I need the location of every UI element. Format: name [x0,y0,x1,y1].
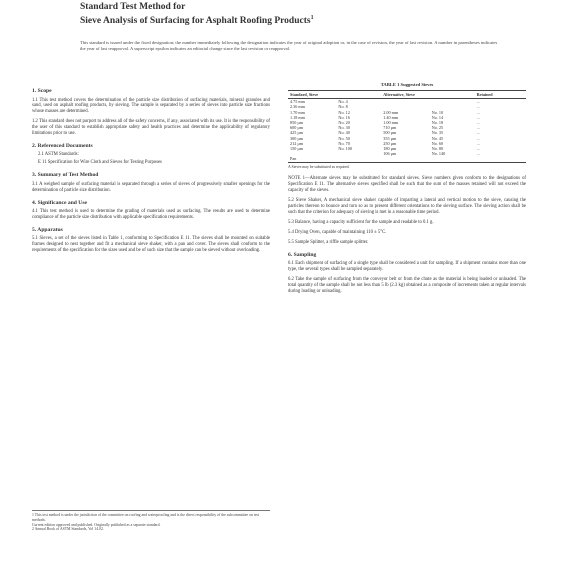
paragraph: 5.4 Drying Oven, capable of maintaining 110 ± 5°C. [288,229,387,235]
paragraph: 6.2 Take the sample of surfacing from the conveyor belt or from the chute as the material is being loaded or unloaded. The total quantity of the sample shall be not less than 5 lb (2.3 kg) obtained as a composite of increments taken at regular intervals during loading or unloading. [288,276,526,294]
sieve-table [288,90,526,163]
table-header-row [288,90,526,98]
right-column [288,82,526,299]
paragraph: 5.3 Balance, having a capacity sufficient for the sample and readable to 0.1 g. [288,219,434,225]
table-cell: 1.40 mm [383,114,399,120]
table-cell: No. 100 [338,145,352,151]
table-cell: No. 10 [431,109,444,115]
paragraph: 3.1 A weighed sample of surfacing material is separated through a series of sieves of progressively smaller openings for the determination of particle size distribution. [32,181,270,193]
table-cell: 425 µm [290,130,303,136]
paragraph: 6.1 Each shipment of surfacing of a single type shall be considered a unit for sampling. If a shipment contains more than one type, the several types shall be sampled separately. [288,261,526,273]
paragraph: 5.5 Sample Splitter, a riffle sample splitter. [288,239,369,245]
table-cell: No. 25 [431,125,444,131]
table-cell: ... [476,135,480,141]
table-cell: ... [476,114,480,120]
table-cell: No. 50 [338,135,350,141]
table-cell: No. 18 [431,119,444,125]
table-header-cell: Standard, Sieve [288,90,381,98]
footnote: 1 This test method is under the jurisdiction of the committee on roofing and waterproofing and is the direct responsibility of the subcommittee on test methods. [32,513,260,522]
document-title [80,2,500,27]
title-footnote-mark: 1 [310,15,314,21]
table-footnote: A Sieves may be substituted as required. [288,164,350,169]
paragraph: 5.1 Sieves, a set of the sieves listed in Table 1, conforming to Specification E 11. The sieves shall be mounted on suitable frames designed to nest together and fit a mechanical sieve shaker, with a pan and cover. The sieves shall conform to the requirements of the specification for the sizes used and be of such size that the sample can be sieved without overloading. [32,236,270,254]
table-cell: 710 µm [383,125,397,131]
reference-item: E 11 Specification for Wire Cloth and Sieves for Testing Purposes [38,160,162,166]
table-cell: No. 80 [431,145,444,151]
table-cell: 212 µm [290,140,303,146]
table-cell: 180 µm [383,145,397,151]
table-cell: 300 µm [290,135,303,141]
table-cell: ... [476,151,480,157]
table-cell: No. 8 [338,104,348,110]
table-cell: No. 16 [338,114,350,120]
intro-note: This standard is issued under the fixed designation; the number immediately following the designation indicates the year of original adoption or, in the case of revision, the year of last revision. A number in parentheses indicates the year of last reapproval. A superscript epsilon indicates an editorial change since the last revision or reapproval. [80,40,498,51]
table-cell: 4.75 mm [290,99,305,105]
table-cell: ... [476,119,480,125]
table-row [288,156,526,162]
table-cell: ... [476,130,480,136]
table-cell: No. 14 [431,114,444,120]
paragraph: 4.1 This test method is used to determine the grading of materials used as surfacing. The results are used to determine compliance of the particle size distribution with applicable specification requirements. [32,209,270,220]
table-cell: Pan [288,156,336,162]
section-heading: 3. Summary of Test Method [32,172,99,179]
table-cell: ... [476,104,480,110]
table-cell: No. 40 [338,130,350,136]
paragraph: 1.2 This standard does not purport to address all of the safety concerns, if any, associated with its use. It is the responsibility of the user of this standard to establish appropriate safety and health practices and determine the applicability of regulatory limitations prior to use. [32,119,270,137]
table-header-cell: Alternative, Sieve [381,90,474,98]
table-cell: ... [476,125,480,131]
section-heading: 6. Sampling [288,251,317,258]
footnote: Current edition approved and published. Originally published as a separate standard. [32,522,161,527]
section-heading: 4. Significance and Use [32,199,88,206]
table-cell: No. 12 [338,109,350,115]
table-cell [336,156,381,162]
table-cell: ... [476,140,480,146]
table-cell: 1.70 mm [290,109,305,115]
table-cell [430,156,475,162]
section-heading: 1. Scope [32,88,52,94]
paragraph: 1.1 This test method covers the determination of the particle size distribution of surfacing materials, mineral granules and sand, used on asphalt roofing products, by sieving. The sample is separated by a series of sieves into particle size fractions whose masses are determined. [32,97,270,115]
table-cell: No. 35 [431,130,444,136]
reference-item: 2.1 ASTM Standards: [38,152,79,158]
table-cell: No. 140 [431,151,446,157]
paragraph: NOTE 1—Alternate sieves may be substituted for standard sieves. Sieve numbers given conform to the designations of Specification E 11. The alternative sieves specified shall be such that the sum of the masses retained will not exceed the capacity of the sieves. [288,176,526,194]
title-line-2 [80,13,500,27]
table-cell [475,156,526,162]
table-cell: ... [476,145,480,151]
table-cell: 355 µm [383,135,397,141]
table-header-cell: Retained [475,90,526,98]
table-cell: 1.18 mm [290,114,305,120]
table-cell: 150 µm [290,145,303,151]
table-cell: 250 µm [383,140,397,146]
table-cell: ... [476,109,480,115]
footnotes [32,510,270,532]
table-cell: No. 70 [338,140,350,146]
table-caption: TABLE 1 Suggested Sieves [380,82,434,87]
table-cell: 2.36 mm [290,104,305,110]
left-column [32,82,270,258]
table-cell [381,156,429,162]
table-cell: 500 µm [383,130,397,136]
title-line-2-text: Sieve Analysis of Surfacing for Asphalt Roofing Products [80,16,311,27]
section-heading: 2. Referenced Documents [32,142,93,149]
table-cell: 1.00 mm [383,119,399,125]
title-line-1: Standard Test Method for [80,2,186,12]
table-cell: ... [476,99,480,105]
footnote: 2 Annual Book of ASTM Standards, Vol 14.02. [32,527,104,532]
table-cell: No. 20 [338,119,350,125]
paragraph: 5.2 Sieve Shaker, A mechanical sieve shaker capable of imparting a lateral and vertical motion to the sieve, causing the particles thereon to bounce and turn so as to present different orientations to the sieving surface. The sieving action shall be such that the criterion for adequacy of sieving is met in a reasonable time period. [288,198,526,215]
table-cell: 2.00 mm [383,109,399,115]
table-cell: 106 µm [383,151,397,157]
table-cell: 600 µm [290,125,303,131]
table-cell: 850 µm [290,119,303,125]
section-heading: 5. Apparatus [32,226,63,233]
table-cell: No. 30 [338,125,350,131]
table-cell: No. 4 [338,99,348,105]
table-cell: No. 60 [431,140,444,146]
table-cell: No. 45 [431,135,444,141]
